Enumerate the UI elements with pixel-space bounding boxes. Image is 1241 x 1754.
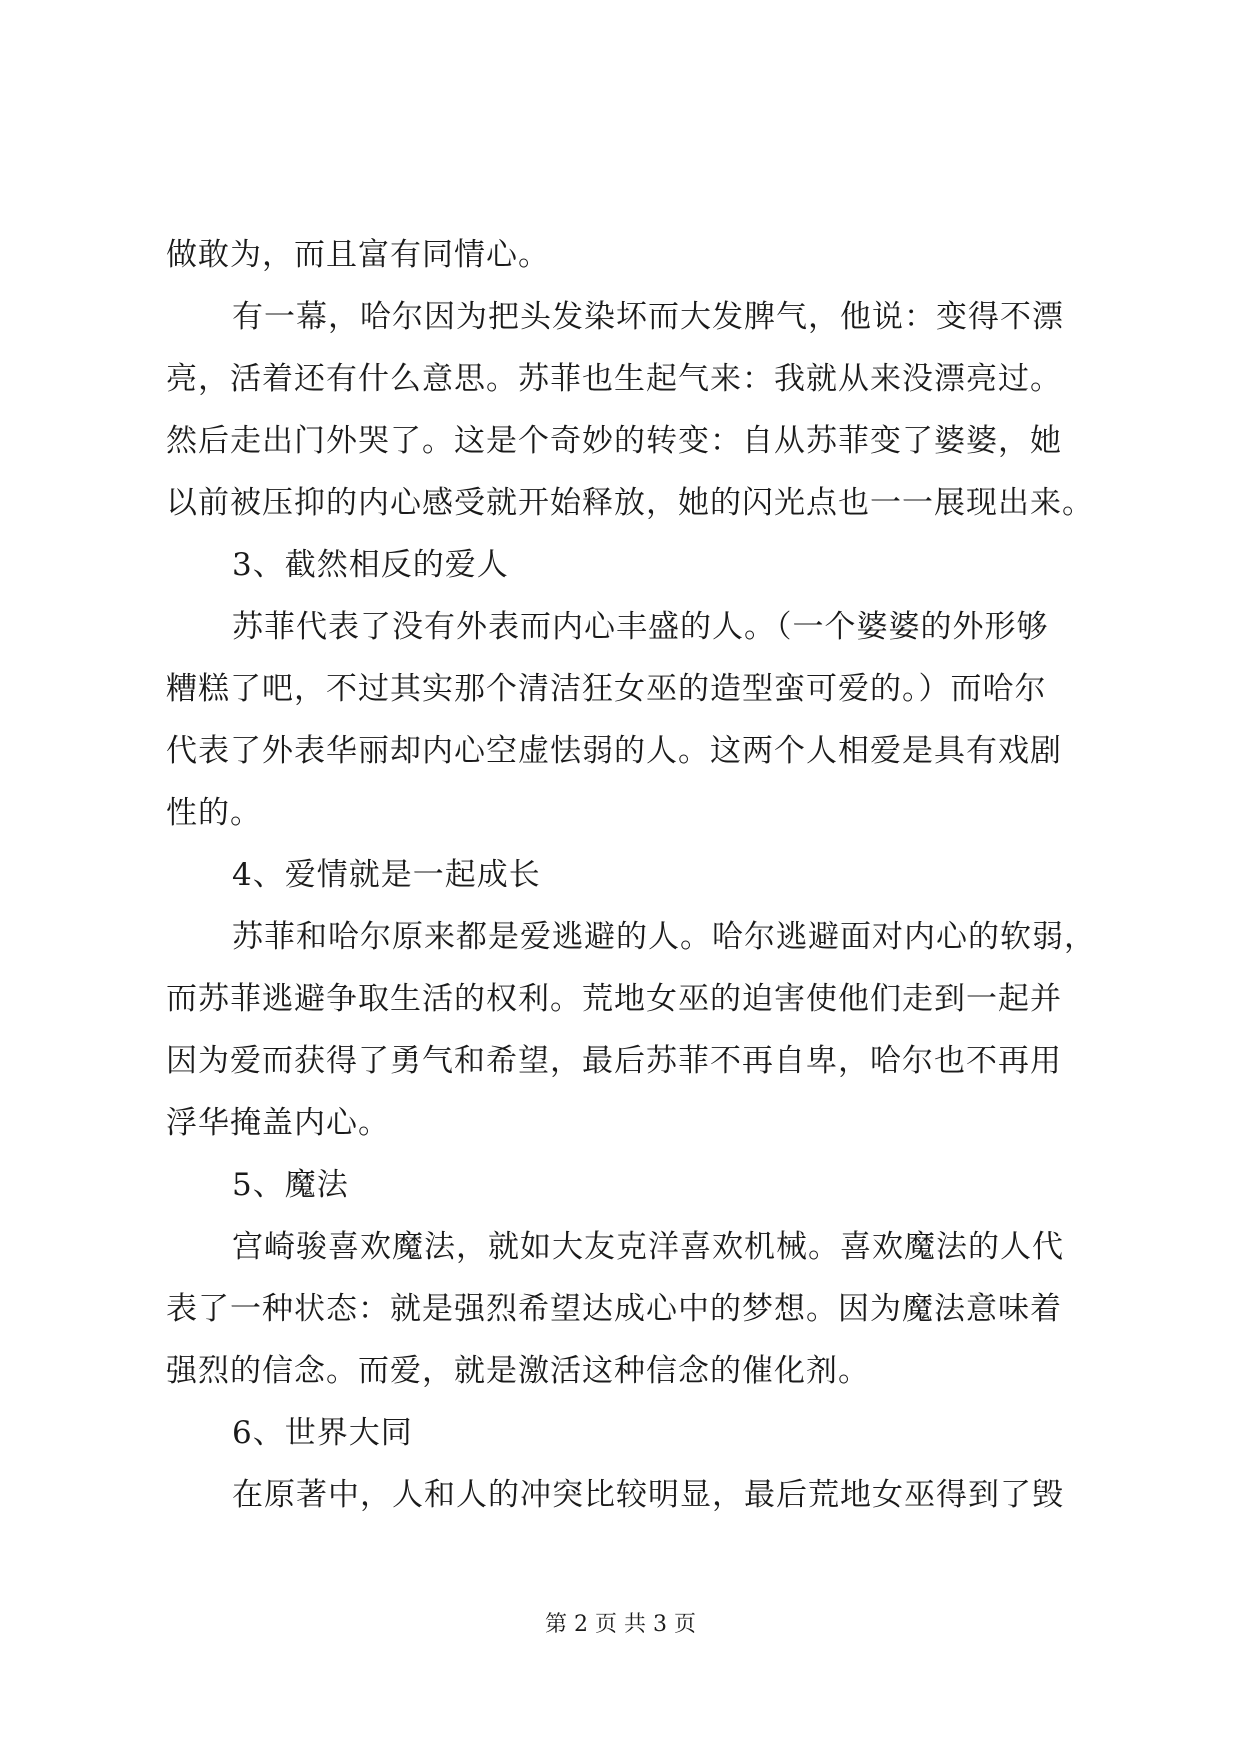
page-footer: 第 2 页 共 3 页 xyxy=(545,1612,696,1637)
text-line: 宫崎骏喜欢魔法，就如大友克洋喜欢机械。喜欢魔法的人代 xyxy=(232,1229,1064,1265)
text-line: 亮，活着还有什么意思。苏菲也生起气来：我就从来没漂亮过。 xyxy=(166,361,1062,397)
text-line: 性的。 xyxy=(166,795,262,831)
text-line: 苏菲代表了没有外表而内心丰盛的人。（一个婆婆的外形够 xyxy=(232,609,1049,645)
text-line: 有一幕，哈尔因为把头发染坏而大发脾气，他说：变得不漂 xyxy=(232,299,1064,335)
text-line: 3、截然相反的爱人 xyxy=(232,547,509,583)
text-line: 代表了外表华丽却内心空虚怯弱的人。这两个人相爱是具有戏剧 xyxy=(166,733,1062,769)
text-line: 5、魔法 xyxy=(232,1167,349,1203)
text-line: 表了一种状态：就是强烈希望达成心中的梦想。因为魔法意味着 xyxy=(166,1291,1062,1327)
text-line: 强烈的信念。而爱，就是激活这种信念的催化剂。 xyxy=(166,1353,870,1389)
text-line: 在原著中，人和人的冲突比较明显，最后荒地女巫得到了毁 xyxy=(232,1477,1064,1513)
text-line: 4、爱情就是一起成长 xyxy=(232,857,541,893)
text-line: 以前被压抑的内心感受就开始释放，她的闪光点也一一展现出来。 xyxy=(166,485,1094,521)
text-line: 苏菲和哈尔原来都是爱逃避的人。哈尔逃避面对内心的软弱， xyxy=(232,919,1096,955)
text-line: 然后走出门外哭了。这是个奇妙的转变：自从苏菲变了婆婆，她 xyxy=(166,423,1062,459)
text-line: 糟糕了吧，不过其实那个清洁狂女巫的造型蛮可爱的。）而哈尔 xyxy=(166,671,1047,707)
text-line: 浮华掩盖内心。 xyxy=(166,1105,390,1141)
text-line: 做敢为，而且富有同情心。 xyxy=(166,237,550,273)
text-line: 因为爱而获得了勇气和希望，最后苏菲不再自卑，哈尔也不再用 xyxy=(166,1043,1062,1079)
text-line: 而苏菲逃避争取生活的权利。荒地女巫的迫害使他们走到一起并 xyxy=(166,981,1062,1017)
text-line: 6、世界大同 xyxy=(232,1415,413,1451)
body-text xyxy=(166,224,1096,1526)
